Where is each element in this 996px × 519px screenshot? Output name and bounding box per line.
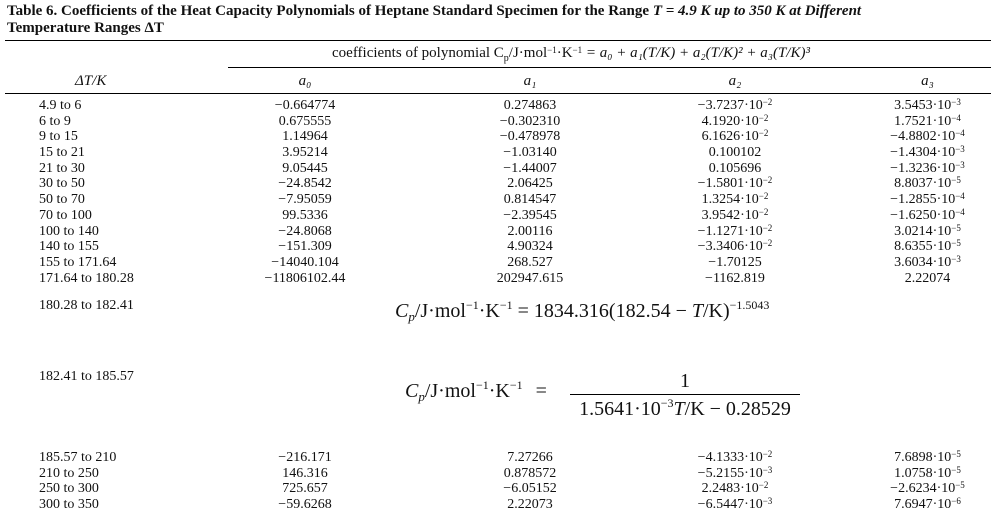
a0-cell: 725.657 bbox=[282, 481, 328, 497]
exponent: −4 bbox=[955, 191, 965, 202]
table-caption bbox=[7, 3, 987, 37]
range-cell: 250 to 300 bbox=[39, 481, 99, 497]
range-cell: 210 to 250 bbox=[39, 465, 99, 481]
top-rule bbox=[5, 40, 991, 41]
exponent: −2 bbox=[762, 449, 773, 459]
equation-1 bbox=[395, 300, 769, 323]
span-header-sub: p bbox=[503, 53, 509, 64]
a3-cell: $8.8037\cdot 10^{-5}$ bbox=[894, 175, 961, 192]
range-cell: 70 to 100 bbox=[39, 207, 92, 223]
a1-cell: −0.302310 bbox=[499, 113, 561, 129]
span-header-text: coefficients of polynomial C bbox=[332, 45, 504, 61]
a1-cell: 2.22073 bbox=[507, 497, 553, 513]
range-cell: 9 to 15 bbox=[39, 129, 78, 145]
a3-cell: $7.6898\cdot 10^{-5}$ bbox=[894, 449, 961, 465]
a2-cell: $-6.5447\cdot 10^{-3}$ bbox=[697, 496, 773, 513]
a2-cell: $-4.1333\cdot 10^{-2}$ bbox=[697, 449, 773, 465]
exponent: −3 bbox=[955, 159, 965, 170]
span-header-formula: = a₀ + a₁(T/K) + a₂(T/K)² + a₃(T/K)³ bbox=[585, 45, 810, 61]
a1-cell: 2.00116 bbox=[507, 223, 553, 239]
a0-cell: 1.14964 bbox=[282, 129, 328, 145]
exponent: −4 bbox=[955, 206, 965, 217]
a1-cell: −6.05152 bbox=[503, 481, 557, 497]
range-column bbox=[39, 98, 134, 286]
header-a0: a₀ bbox=[298, 73, 312, 89]
exponent: −2 bbox=[762, 222, 773, 233]
a3-cell: $-2.6234\cdot 10^{-5}$ bbox=[890, 480, 965, 497]
a3-cell: $3.5453\cdot 10^{-3}$ bbox=[894, 97, 961, 113]
a2-cell: −1.70125 bbox=[708, 254, 762, 270]
a1-cell: 0.274863 bbox=[503, 98, 557, 113]
a2-column bbox=[660, 450, 810, 513]
eq2-mid: ·K bbox=[488, 380, 510, 402]
eq1-exp2: −1 bbox=[499, 298, 513, 312]
a0-cell: −151.309 bbox=[278, 239, 332, 255]
a3-cell: $-1.3236\cdot 10^{-3}$ bbox=[890, 159, 965, 176]
a2-cell: 0.100102 bbox=[708, 145, 762, 161]
a1-cell: −0.478978 bbox=[499, 129, 561, 145]
span-header: coefficients of polynomial $C_p/J\cdot mol^{-1}\cdot K^{-1} = a_0 + a_1(T/K) + a_2(T/K)^2 + a_3(T/K)^3$ bbox=[332, 45, 810, 64]
eq1-rhs: = 1834.316(182.54 − bbox=[512, 300, 692, 322]
a3-cell: $-4.8802\cdot 10^{-4}$ bbox=[890, 128, 965, 145]
header-a2: a₂ bbox=[728, 73, 742, 89]
range-cell: 155 to 171.64 bbox=[39, 254, 117, 270]
range-cell: 100 to 140 bbox=[39, 223, 99, 239]
a1-cell: 2.06425 bbox=[507, 176, 553, 192]
a1-cell: 0.814547 bbox=[503, 192, 557, 208]
exponent: −5 bbox=[951, 464, 961, 475]
a2-cell: $1.3254\cdot 10^{-2}$ bbox=[701, 191, 769, 208]
exponent: −2 bbox=[758, 206, 769, 217]
eq2-den-exp: −3 bbox=[660, 396, 674, 410]
exponent: −2 bbox=[758, 128, 769, 139]
a1-cell: 268.527 bbox=[507, 254, 553, 270]
a3-cell: $7.6947\cdot 10^{-6}$ bbox=[894, 496, 961, 513]
a0-cell: −11806102.44 bbox=[264, 270, 346, 286]
eq2-den-var: T bbox=[673, 398, 685, 420]
exponent: −4 bbox=[951, 112, 961, 123]
exponent: −3 bbox=[762, 496, 773, 507]
eq1-lhs: C bbox=[395, 300, 409, 322]
a1-column bbox=[455, 98, 605, 286]
a0-cell: 3.95214 bbox=[282, 145, 328, 161]
exponent: −2 bbox=[762, 238, 773, 249]
caption-text: Coefficients of the Heat Capacity Polynomials of Heptane Standard Specimen for the Range bbox=[61, 3, 650, 19]
eq2-sub: p bbox=[418, 389, 425, 404]
a2-column bbox=[660, 98, 810, 286]
exponent: −5 bbox=[951, 175, 961, 186]
header-a1: a₁ bbox=[523, 73, 537, 89]
header-range: ΔT/K bbox=[75, 73, 107, 89]
header-a3: a₃ bbox=[921, 73, 934, 89]
eq2-exp2: −1 bbox=[509, 378, 523, 392]
a2-cell: $-3.3406\cdot 10^{-2}$ bbox=[697, 238, 773, 255]
exponent: −2 bbox=[758, 191, 769, 202]
eq1-exp: −1.5043 bbox=[729, 298, 770, 312]
eq2-unit: /J·mol bbox=[424, 380, 476, 402]
special-range-2: 182.41 to 185.57 bbox=[39, 369, 134, 384]
exponent: −2 bbox=[762, 97, 773, 107]
eq1-var: T bbox=[691, 300, 703, 322]
caption-line2: Temperature Ranges ΔT bbox=[7, 20, 164, 36]
eq2-den-b: /K − 0.28529 bbox=[684, 398, 791, 420]
eq2-numerator: 1 bbox=[680, 370, 690, 392]
caption-label: Table 6. bbox=[7, 3, 58, 19]
exponent: −2 bbox=[762, 175, 773, 186]
a0-cell: −0.664774 bbox=[274, 98, 336, 113]
equation-2-lhs bbox=[405, 380, 547, 403]
a1-column bbox=[455, 450, 605, 513]
a2-cell: $3.9542\cdot 10^{-2}$ bbox=[701, 206, 769, 223]
exponent: −2 bbox=[758, 112, 769, 123]
exponent: −3 bbox=[955, 144, 965, 155]
a0-cell: 99.5336 bbox=[282, 207, 328, 223]
exponent: −3 bbox=[762, 464, 773, 475]
a2-cell: $-5.2155\cdot 10^{-3}$ bbox=[697, 464, 773, 481]
eq1-mid: ·K bbox=[478, 300, 500, 322]
range-cell: 300 to 350 bbox=[39, 497, 99, 513]
span-rule bbox=[228, 67, 991, 68]
a3-column bbox=[870, 98, 985, 286]
exponent: −5 bbox=[951, 449, 961, 459]
a3-cell: $3.0214\cdot 10^{-5}$ bbox=[894, 222, 961, 239]
a0-cell: 0.675555 bbox=[278, 113, 332, 129]
a2-cell: $2.2483\cdot 10^{-2}$ bbox=[701, 480, 769, 497]
a0-cell: −59.6268 bbox=[278, 497, 332, 513]
range-cell: 30 to 50 bbox=[39, 176, 85, 192]
special-range-1: 180.28 to 182.41 bbox=[39, 298, 134, 313]
range-column bbox=[39, 450, 116, 513]
exponent: −6 bbox=[951, 496, 961, 507]
eq1-end: /K) bbox=[702, 300, 730, 322]
a2-cell: $-3.7237\cdot 10^{-2}$ bbox=[697, 97, 773, 113]
exponent: −2 bbox=[758, 480, 769, 491]
a1-cell: 202947.615 bbox=[496, 270, 564, 286]
eq1-sub: p bbox=[408, 309, 415, 324]
span-header-unit: /J·mol bbox=[508, 45, 548, 61]
a3-cell: $3.6034\cdot 10^{-3}$ bbox=[894, 253, 961, 270]
a2-cell: $-1.5801\cdot 10^{-2}$ bbox=[697, 175, 773, 192]
range-cell: 140 to 155 bbox=[39, 239, 99, 255]
a3-cell: $-1.6250\cdot 10^{-4}$ bbox=[890, 206, 965, 223]
a2-cell: $6.1626\cdot 10^{-2}$ bbox=[701, 128, 769, 145]
a1-cell: 0.878572 bbox=[503, 465, 557, 481]
a1-cell: −1.44007 bbox=[503, 160, 557, 176]
range-cell: 4.9 to 6 bbox=[39, 98, 82, 113]
a0-cell: −7.95059 bbox=[278, 192, 332, 208]
a3-column bbox=[870, 450, 985, 513]
a0-cell: −24.8542 bbox=[278, 176, 332, 192]
a3-cell: $8.6355\cdot 10^{-5}$ bbox=[894, 238, 961, 255]
range-cell: 15 to 21 bbox=[39, 145, 85, 161]
exponent: −3 bbox=[951, 97, 961, 107]
a2-cell: $-1.1271\cdot 10^{-2}$ bbox=[697, 222, 773, 239]
range-cell: 21 to 30 bbox=[39, 160, 85, 176]
eq2-den-a: 1.5641·10 bbox=[579, 398, 661, 420]
caption-range: T = 4.9 K up to 350 K at Different bbox=[652, 3, 862, 19]
a1-cell: −1.03140 bbox=[503, 145, 557, 161]
a2-cell: 0.105696 bbox=[708, 160, 762, 176]
range-cell: 50 to 70 bbox=[39, 192, 85, 208]
exponent: −3 bbox=[951, 253, 961, 264]
eq2-exp1: −1 bbox=[475, 378, 489, 392]
a3-cell: $-1.4304\cdot 10^{-3}$ bbox=[890, 144, 965, 161]
eq2-lhs: C bbox=[405, 380, 419, 402]
exponent: −4 bbox=[955, 128, 965, 139]
a0-column bbox=[240, 98, 370, 286]
range-cell: 185.57 to 210 bbox=[39, 450, 117, 465]
eq2-denominator bbox=[570, 398, 800, 421]
a0-cell: −24.8068 bbox=[278, 223, 332, 239]
header-rule bbox=[5, 93, 991, 94]
eq2-fraction-line bbox=[570, 394, 800, 395]
a3-cell: $-1.2855\cdot 10^{-4}$ bbox=[890, 191, 965, 208]
a3-cell: $1.7521\cdot 10^{-4}$ bbox=[894, 112, 961, 129]
range-cell: 171.64 to 180.28 bbox=[39, 270, 134, 286]
a1-cell: 7.27266 bbox=[507, 450, 553, 465]
range-cell: 6 to 9 bbox=[39, 113, 71, 129]
a2-cell: −1162.819 bbox=[705, 270, 765, 286]
exponent: −5 bbox=[951, 222, 961, 233]
a3-cell: $1.0758\cdot 10^{-5}$ bbox=[894, 464, 961, 481]
a1-cell: 4.90324 bbox=[507, 239, 553, 255]
a0-column bbox=[240, 450, 370, 513]
eq2-equals: = bbox=[535, 380, 547, 402]
a0-cell: 9.05445 bbox=[282, 160, 328, 176]
a0-cell: 146.316 bbox=[282, 465, 328, 481]
exponent: −5 bbox=[951, 238, 961, 249]
a3-cell: 2.22074 bbox=[904, 270, 951, 286]
a0-cell: −14040.104 bbox=[271, 254, 339, 270]
a0-cell: −216.171 bbox=[278, 450, 332, 465]
eq1-exp1: −1 bbox=[465, 298, 479, 312]
a1-cell: −2.39545 bbox=[503, 207, 557, 223]
exponent: −5 bbox=[955, 480, 965, 491]
a2-cell: $4.1920\cdot 10^{-2}$ bbox=[701, 112, 769, 129]
eq1-unit: /J·mol bbox=[414, 300, 466, 322]
